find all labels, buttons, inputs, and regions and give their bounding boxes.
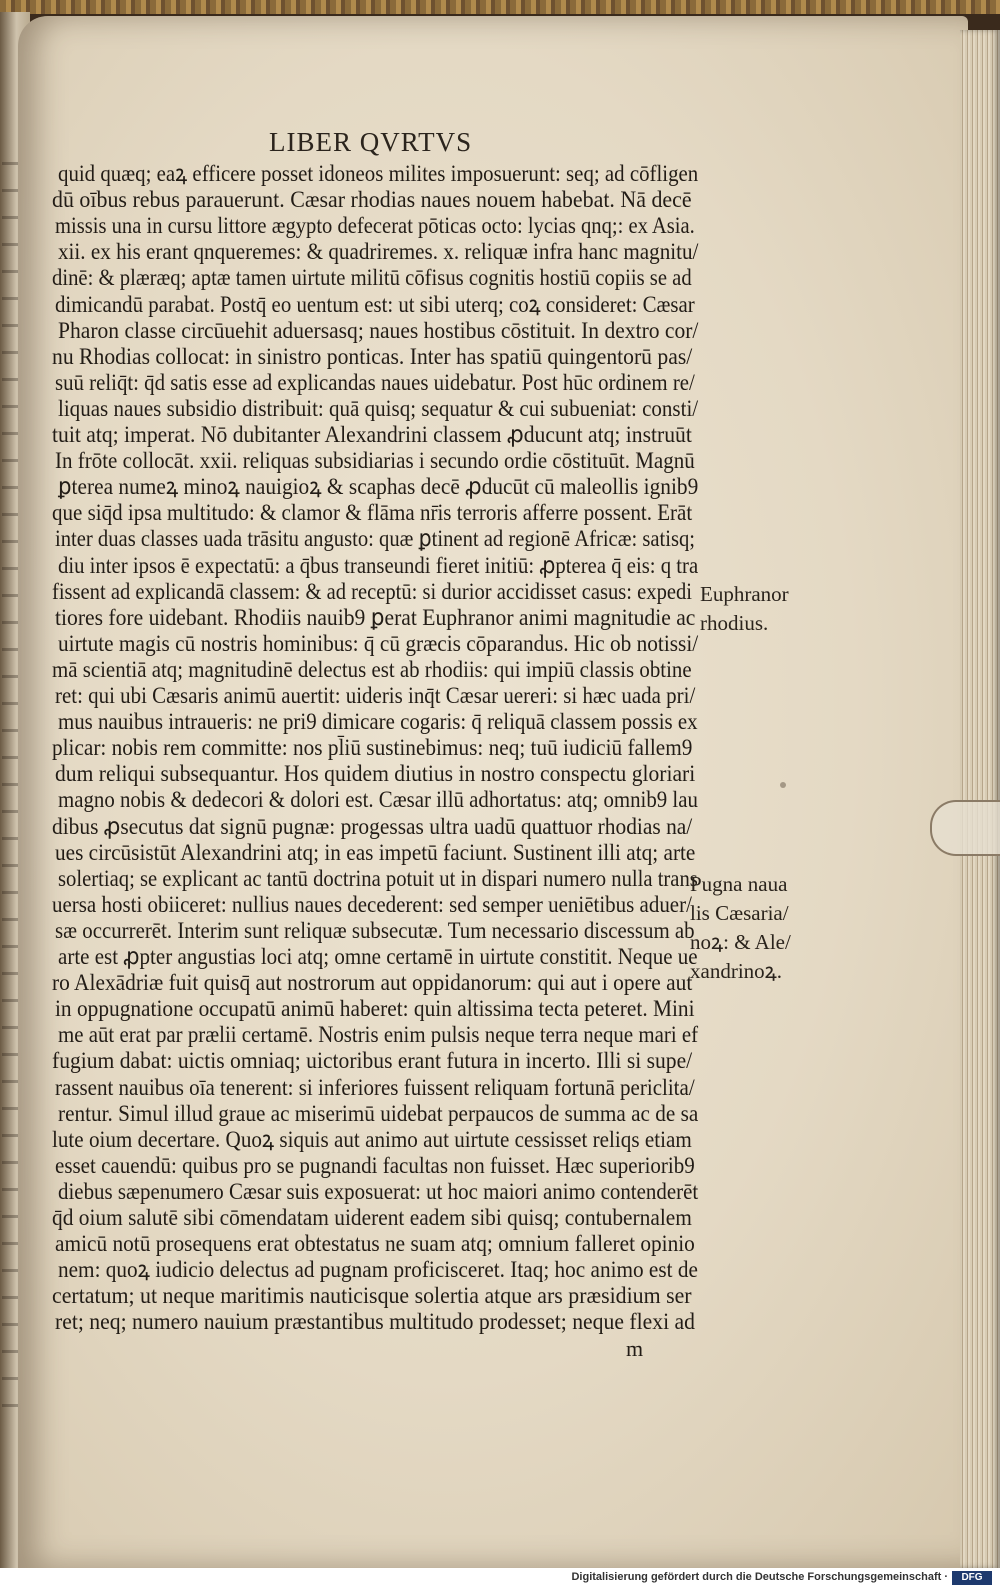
- text-line: missis una in cursu littore ægypto defecerat pōticas octo: lycias qnq;: ex Asia.: [55, 213, 695, 239]
- text-line: ro Alexādriæ fuit quisq̄ aut nostrorum aut oppidanorum: qui aut i opere aut: [52, 970, 693, 996]
- book-top-edge: [0, 0, 1000, 14]
- text-line: diebus sæpenumero Cæsar suis exposuerat: ut hoc maiori animo contenderēt: [58, 1178, 699, 1204]
- text-line: Pharon classe circūuehit aduersasq; naues hostibus cōstituit. In dextro cor/: [58, 317, 699, 343]
- text-line: fugium dabat: uictis omniaq; uictoribus erant futura in incerto. Illi si supe/: [52, 1048, 693, 1074]
- text-line: tiores fore uidebant. Rhodiis nauib9 ꝑerat Euphranor animi magnitudie ac: [55, 604, 696, 630]
- marginal-note-line: xandrinoꝝ.: [690, 959, 783, 983]
- text-line: uirtute magis cū nostris hominibus: q̄ cū græcis cōparandus. Hic ob notissi/: [58, 630, 699, 656]
- text-line: sæ occurrerēt. Interim sunt reliquæ subsecutæ. Tum necessario discessum ab: [55, 917, 695, 943]
- text-line: fissent ad explicandā classem: & ad receptū: si durior accidisset casus: expedi: [52, 578, 692, 604]
- text-line: quid quæq; eaꝝ efficere posset idoneos milites imposuerunt: seq; ad cōfligen: [58, 161, 699, 186]
- marginal-note-line: noꝝ: & Ale/: [690, 930, 791, 954]
- text-line: mus nauibus intraueris: ne pri9 dimicare cogaris: q̄ reliquā classem possis ex: [58, 709, 698, 735]
- text-line: in oppugnatione occupatū animū haberet: quin altissima tecta peteret. Mini: [55, 996, 695, 1022]
- digitization-footer: [0, 1568, 1000, 1589]
- text-line: esset cauendū: quibus pro se pugnandi facultas non fuisset. Hæc superiorib9: [55, 1152, 695, 1178]
- footer-credit: Digitalisierung gefördert durch die Deutsche Forschungsgemeinschaft ·: [571, 1571, 948, 1583]
- text-line: solertiaq; se explicant ac tantū doctrina potuit ut in dispari numero nulla trans: [58, 865, 698, 891]
- text-line: xii. ex his erant qnqueremes: & quadriremes. x. reliquæ infra hanc magnitu/: [58, 239, 699, 265]
- text-line: inter duas classes uada trāsitu angusto: quæ ꝑtinent ad regionē Africæ: satisq;: [55, 526, 696, 552]
- bookmark-ribbon: [930, 800, 1000, 856]
- marginal-note-line: lis Cæsaria/: [690, 901, 789, 925]
- text-line: rentur. Simul illud graue ac miserimū uidebat perpaucos de summa ac de sa: [58, 1100, 699, 1126]
- text-line: me aūt erat par prælii certamē. Nostris enim pulsis neque terra neque mari ef: [58, 1022, 699, 1048]
- text-line: diu inter ipsos ē expectatū: a q̄bus transeundi fieret initiū: ꝓpterea q̄ eis: q tra: [58, 552, 699, 578]
- text-line: plicar: nobis rem committe: nos pl̄iū sustinebimus: neq; tuū iudiciū fallem9: [52, 735, 693, 761]
- text-line: dibus ꝓsecutus dat signū pugnæ: progessas ultra uadū quattuor rhodias na/: [52, 813, 693, 839]
- text-line: que siq̄d ipsa multitudo: & clamor & flāma nr̄is terroris afferre possent. Erāt: [52, 500, 693, 526]
- text-line: nem: quoꝝ iudicio delectus ad pugnam proficisceret. Itaq; hoc animo est de: [58, 1257, 698, 1283]
- text-line: magno nobis & dedecori & dolori est. Cæsar illū adhortatus: atq; omnib9 lau: [58, 787, 698, 813]
- text-line: suū reliq̄t: q̄d satis esse ad explicandas naues uidebatur. Post hūc ordinem re/: [55, 369, 695, 395]
- text-line: ues circūsistūt Alexandrini atq; in eas impetū faciunt. Sustinent illi atq; arte: [55, 839, 696, 865]
- text-line: dimicandū parabat. Postq̄ eo uentum est: ut sibi uterq; coꝝ consideret: Cæsar: [55, 291, 695, 317]
- text-line: mā scientiā atq; magnitudinē delectus est ab rhodiis: qui impiū classis obtine: [52, 656, 692, 682]
- marginal-note-line: Euphranor: [700, 582, 789, 606]
- text-line: amicū notū prosequens erat obtestatus ne suam atq; omnium falleret opinio: [55, 1231, 695, 1257]
- marginal-note-line: rhodius.: [700, 611, 769, 635]
- text-line: uersa hosti obiiceret: nullius naues decederent: sed semper ueniētibus aduer/: [52, 891, 692, 917]
- text-line: dū oībus rebus parauerunt. Cæsar rhodias naues nouem habebat. Nā decē: [52, 187, 692, 213]
- text-line: nu Rhodias collocat: in sinistro ponticas. Inter has spatiū quingentorū pas/: [52, 343, 693, 369]
- text-line: dinē: & plæræq; aptæ tamen uirtute militū cōfisus cognitis hostiū copiis se ad: [52, 265, 692, 291]
- marginal-note-line: Pugna naua: [690, 872, 788, 896]
- paper-spot: [780, 782, 786, 788]
- text-line: tuit atq; imperat. Nō dubitanter Alexandrini classem ꝓducunt atq; instruūt: [52, 422, 692, 447]
- page-block-edge: [960, 30, 1000, 1568]
- text-line: ꝑterea numeꝝ minoꝝ nauigioꝝ & scaphas decē ꝓducūt cū maleollis ignib9: [58, 474, 699, 500]
- signature-mark: m: [626, 1336, 644, 1361]
- text-line: certatum; ut neque maritimis nauticisque solertia atque ars præsidium ser: [52, 1283, 692, 1309]
- running-head: LIBER QVRTVS: [269, 127, 473, 157]
- text-line: liquas naues subsidio distribuit: quā quisq; sequatur & cui subueniat: consti/: [58, 395, 699, 421]
- text-line: dum reliqui subsequantur. Hos quidem diutius in nostro conspectu gloriari: [55, 761, 696, 787]
- text-line: ret; neq; numero nauium præstantibus multitudo prodesset; neque flexi ad: [55, 1309, 696, 1335]
- marginal-note-euphranor: [700, 580, 789, 638]
- text-line: rassent nauibus oīa tenerent: si inferiores fuissent reliquam fortunā periclita/: [55, 1074, 695, 1100]
- text-line: arte est ꝓpter angustias loci atq; omne certamē in uirtute constitit. Neque ue: [58, 944, 698, 969]
- text-line: q̄d oium salutē sibi cōmendatam uiderent eadem sibi quisq; contubernalem: [52, 1205, 692, 1230]
- dfg-logo: DFG: [952, 1571, 992, 1585]
- text-line: ret: qui ubi Cæsaris animū auertit: uideris inq̄t Cæsar uereri: si hæc uada pri/: [55, 683, 696, 708]
- marginal-note-pugna-navalis: [690, 870, 791, 986]
- text-line: lute oium decertare. Quoꝝ siquis aut animo aut uirtute cessisset reliqs etiam: [52, 1126, 692, 1152]
- text-line: In frōte collocāt. xxii. reliquas subsidiarias i secundo ordie cōstituūt. Magnū: [55, 448, 695, 474]
